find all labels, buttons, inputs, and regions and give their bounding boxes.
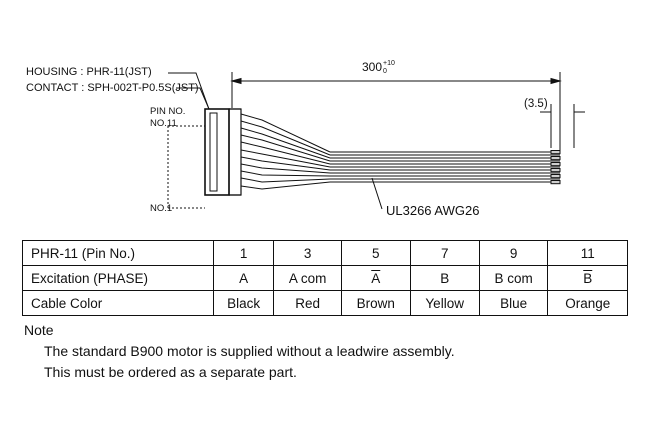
length-tolerance-upper: +10 [383, 60, 395, 67]
pin-no-pointer [168, 126, 205, 208]
cell-color-9: Blue [479, 291, 548, 316]
cell-pin-9: 9 [479, 241, 548, 266]
note-line-2: This must be ordered as a separate part. [44, 364, 297, 380]
length-tolerance-lower: 0 [383, 68, 387, 75]
length-dimension [232, 72, 560, 150]
cell-phase-1: A [214, 266, 274, 291]
length-dimension-value: 300 [362, 60, 383, 75]
length-dimension-text [362, 60, 395, 76]
cell-color-11: Orange [548, 291, 628, 316]
pin-assignment-table [22, 240, 628, 316]
cell-phase-5: $\overline{A}$ [341, 266, 410, 291]
cell-pin-11: 11 [548, 241, 628, 266]
cell-pin-3: 3 [274, 241, 342, 266]
cell-phase-9: B com [479, 266, 548, 291]
row-header-pin-no: PHR-11 (Pin No.) [23, 241, 214, 266]
row-header-excitation: Excitation (PHASE) [23, 266, 214, 291]
pin-top-label: NO.11 [150, 118, 177, 129]
strip-length-dimension [540, 104, 585, 148]
cell-pin-5: 5 [341, 241, 410, 266]
strip-length-label: (3.5) [524, 98, 548, 110]
note-line-1: The standard B900 motor is supplied without a leadwire assembly. [44, 343, 455, 359]
cell-color-1: Black [214, 291, 274, 316]
table-row [23, 291, 628, 316]
cell-pin-7: 7 [410, 241, 479, 266]
cell-phase-7: B [410, 266, 479, 291]
wire-spec-leader [372, 178, 382, 209]
row-header-cable-color: Cable Color [23, 291, 214, 316]
table-row [23, 266, 628, 291]
wire-spec-label: UL3266 AWG26 [386, 203, 480, 218]
contact-label: CONTACT : SPH-002T-P0.5S(JST) [26, 82, 199, 94]
cell-phase-11: $\overline{B}$ [548, 266, 628, 291]
pin-no-caption: PIN NO. [150, 106, 186, 117]
cell-color-7: Yellow [410, 291, 479, 316]
housing-label: HOUSING : PHR-11(JST) [26, 66, 152, 78]
connector-housing [205, 109, 241, 195]
note-title: Note [24, 322, 54, 338]
pin-bottom-label: NO.1 [150, 203, 173, 214]
cell-pin-1: 1 [214, 241, 274, 266]
table-row [23, 241, 628, 266]
note-block [24, 322, 624, 383]
wire-bundle [330, 152, 560, 182]
leadwire-fan [241, 114, 330, 189]
cell-color-3: Red [274, 291, 342, 316]
cell-phase-3: A com [274, 266, 342, 291]
cell-color-5: Brown [341, 291, 410, 316]
